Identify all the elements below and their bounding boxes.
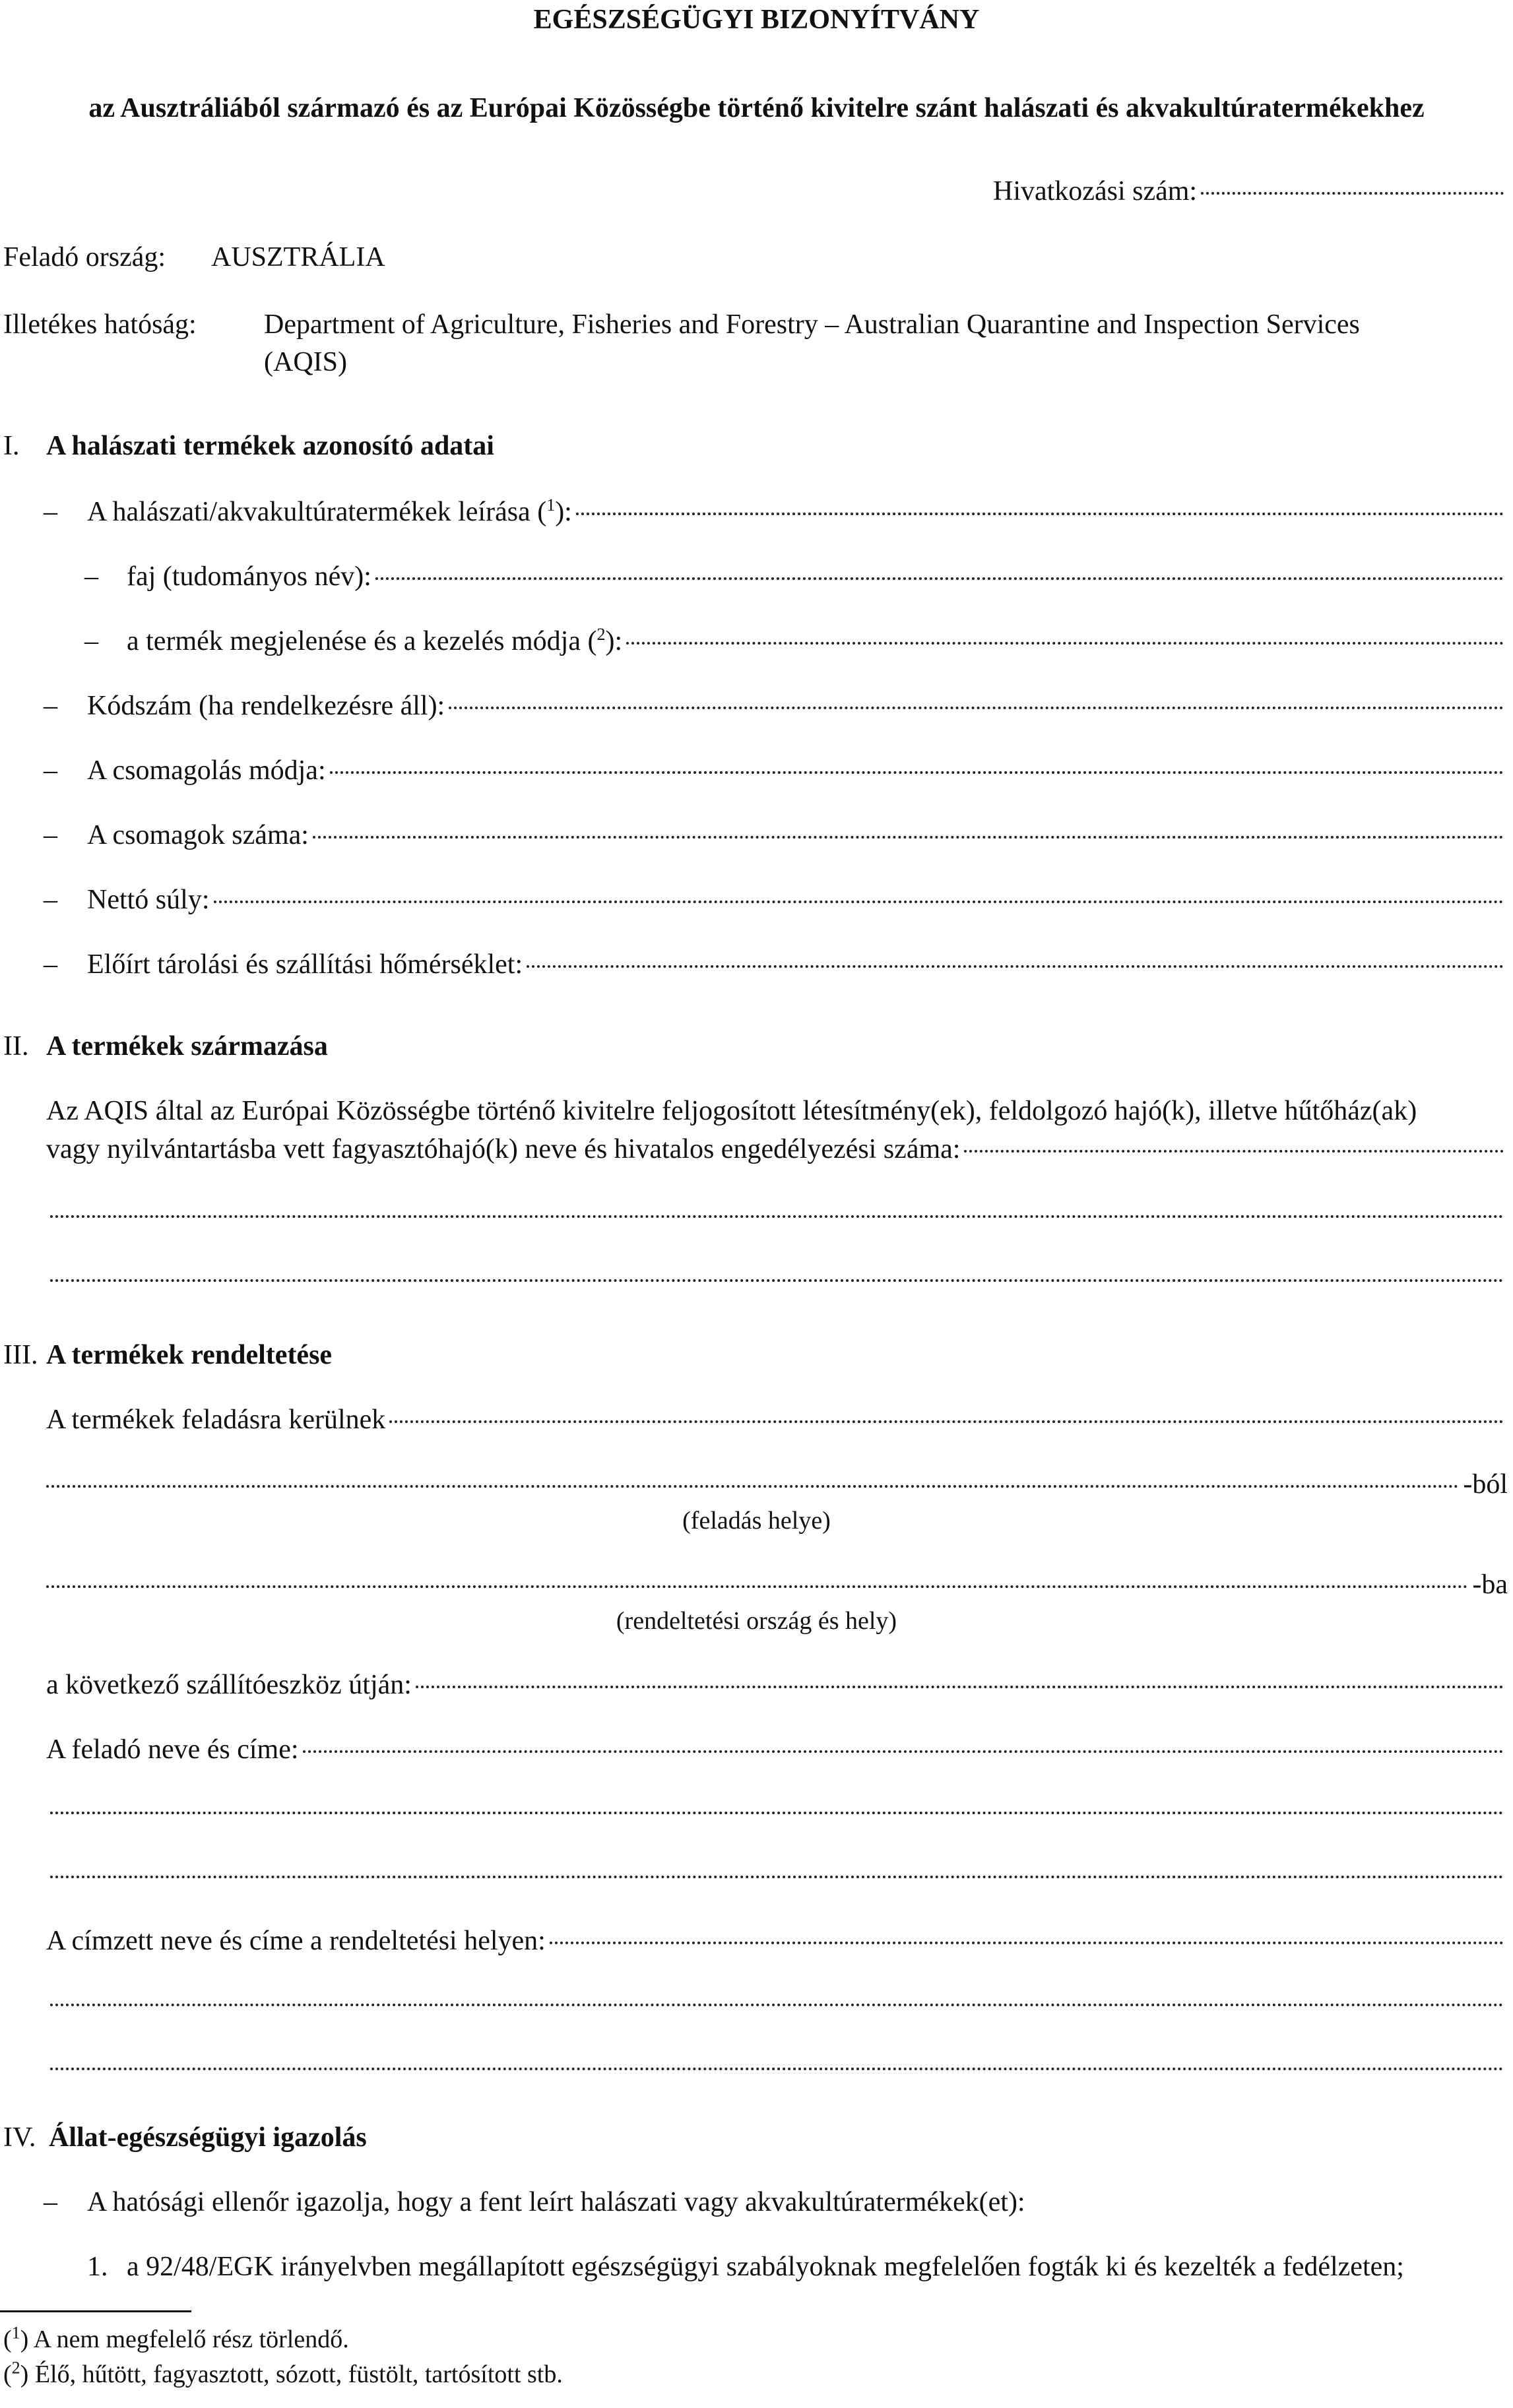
authority-value-line2: (AQIS) [264, 347, 347, 377]
footnote-ref-1: 1 [546, 495, 556, 515]
transport-label: a következő szállítóeszköz útján: [46, 1670, 412, 1700]
presentation-dots [626, 642, 1504, 645]
presentation-field[interactable] [127, 625, 1508, 657]
packaging-label: A csomagolás módja: [87, 755, 326, 786]
destination-dots [46, 1585, 1468, 1588]
footnote-1-text: A nem megfelelő rész törlendő. [33, 2326, 349, 2353]
consignor-extra-line[interactable] [50, 1812, 1504, 1814]
packages-count-label: A csomagok száma: [87, 820, 309, 850]
footnote-ref-2: 2 [596, 625, 606, 644]
temperature-label: Előírt tárolási és szállítási hőmérséklet: [87, 949, 523, 980]
authority-value-line1: Department of Agriculture, Fisheries and Forestry – Australian Quarantine and Inspection Services [264, 309, 1360, 340]
section2-title: A termékek származása [46, 1031, 328, 1061]
from-suffix: -ból [1463, 1469, 1508, 1500]
packages-count-field[interactable] [87, 819, 1508, 851]
section1-title: A halászati termékek azonosító adatai [46, 431, 494, 461]
dispatch-field[interactable] [46, 1404, 1508, 1436]
dispatch-place-caption: (feladás helye) [682, 1507, 831, 1535]
description-dots [576, 513, 1504, 515]
footnote-2: ($^2$) Élő, hűtött, fagyasztott, sózott, füstölt, tartósított stb. [3, 2358, 563, 2388]
establishments-dots [964, 1150, 1504, 1153]
consignor-label: A feladó neve és címe: [46, 1734, 299, 1765]
document-subtitle: az Ausztráliából származó és az Európai Közösségbe történő kivitelre szánt halászati és akvakultúratermékekhez [88, 93, 1425, 123]
dispatch-place-dots [46, 1485, 1459, 1488]
certification-item1-number: 1. [87, 2252, 108, 2282]
sender-country-value: AUSZTRÁLIA [211, 242, 385, 272]
code-dots [449, 707, 1504, 709]
origin-paragraph-line1: Az AQIS által az Európai Közösségbe történő kivitelre feljogosított létesítmény(ek), feldolgozó hajó(k), illetve hűtőház(ak) [46, 1096, 1417, 1126]
footnote-1-mark: 1 [11, 2323, 20, 2343]
dispatch-place-field[interactable] [46, 1469, 1508, 1500]
dash: – [44, 949, 57, 980]
description-field[interactable] [87, 496, 1508, 528]
species-dots [375, 577, 1504, 580]
consignor-extra-line[interactable] [50, 1876, 1504, 1878]
reference-label: Hivatkozási szám: [993, 176, 1198, 206]
description-label-end: ): [555, 497, 572, 527]
section4-number: IV. [3, 2122, 36, 2153]
consignee-field[interactable] [46, 1925, 1508, 1957]
net-weight-field[interactable] [87, 884, 1508, 916]
consignee-extra-line[interactable] [50, 2004, 1504, 2006]
dash: – [84, 561, 98, 592]
dispatch-label: A termékek feladásra kerülnek [46, 1405, 386, 1435]
dash: – [44, 755, 57, 786]
description-label: A halászati/akvakultúratermékek leírása ( [87, 497, 547, 527]
consignee-dots [550, 1942, 1504, 1944]
footnote-2-mark: 2 [11, 2358, 20, 2378]
authority-label: Illetékes hatóság: [3, 309, 197, 340]
temperature-field[interactable] [87, 949, 1508, 980]
section3-number: III. [3, 1340, 38, 1370]
footnote-1: ($^1$) A nem megfelelő rész törlendő. [3, 2323, 349, 2353]
document-title: EGÉSZSÉGÜGYI BIZONYÍTVÁNY [533, 5, 980, 35]
consignee-extra-line[interactable] [50, 2068, 1504, 2070]
consignor-field[interactable] [46, 1734, 1508, 1765]
reference-number-field[interactable] [993, 175, 1508, 207]
dash: – [44, 885, 57, 915]
dash: – [44, 497, 57, 527]
transport-field[interactable] [46, 1669, 1508, 1701]
consignee-label: A címzett neve és címe a rendeltetési helyen: [46, 1926, 546, 1956]
destination-caption: (rendeltetési ország és hely) [616, 1607, 897, 1635]
section3-title: A termékek rendeltetése [46, 1340, 333, 1370]
dash: – [84, 626, 98, 656]
establishments-extra-line[interactable] [50, 1279, 1504, 1282]
temperature-dots [527, 965, 1504, 968]
sender-country-label: Feladó ország: [3, 242, 166, 272]
net-weight-dots [214, 901, 1504, 903]
presentation-label-end: ): [605, 626, 623, 656]
packaging-field[interactable] [87, 755, 1508, 786]
footnote-separator [0, 2310, 191, 2312]
consignor-dots [303, 1750, 1504, 1753]
section1-number: I. [3, 431, 20, 461]
section4-title: Állat-egészségügyi igazolás [49, 2122, 367, 2153]
establishments-extra-line[interactable] [50, 1215, 1504, 1218]
destination-field[interactable] [46, 1569, 1508, 1600]
transport-dots [416, 1686, 1504, 1688]
dash: – [44, 691, 57, 721]
certification-item1: a 92/48/EGK irányelvben megállapított egészségügyi szabályoknak megfelelően fogták ki és kezelték a fedélzeten; [127, 2252, 1404, 2282]
packages-count-dots [313, 836, 1504, 839]
code-label: Kódszám (ha rendelkezésre áll): [87, 691, 445, 721]
establishments-field[interactable] [46, 1133, 1508, 1165]
dash: – [44, 2187, 57, 2217]
code-field[interactable] [87, 690, 1508, 722]
certification-intro: A hatósági ellenőr igazolja, hogy a fent leírt halászati vagy akvakultúratermékek(et): [87, 2187, 1025, 2217]
origin-paragraph-line2: vagy nyilvántartásba vett fagyasztóhajó(k) neve és hivatalos engedélyezési száma: [46, 1134, 961, 1164]
packaging-dots [330, 771, 1504, 774]
net-weight-label: Nettó súly: [87, 885, 210, 915]
section2-number: II. [3, 1031, 29, 1061]
species-label: faj (tudományos név): [127, 561, 371, 592]
to-suffix: -ba [1472, 1569, 1508, 1600]
footnote-2-text: Élő, hűtött, fagyasztott, sózott, füstölt, tartósított stb. [34, 2360, 563, 2388]
presentation-label: a termék megjelenése és a kezelés módja ( [127, 626, 597, 656]
reference-dots [1201, 192, 1504, 195]
dash: – [44, 820, 57, 850]
species-field[interactable] [127, 561, 1508, 592]
dispatch-dots [389, 1420, 1504, 1423]
